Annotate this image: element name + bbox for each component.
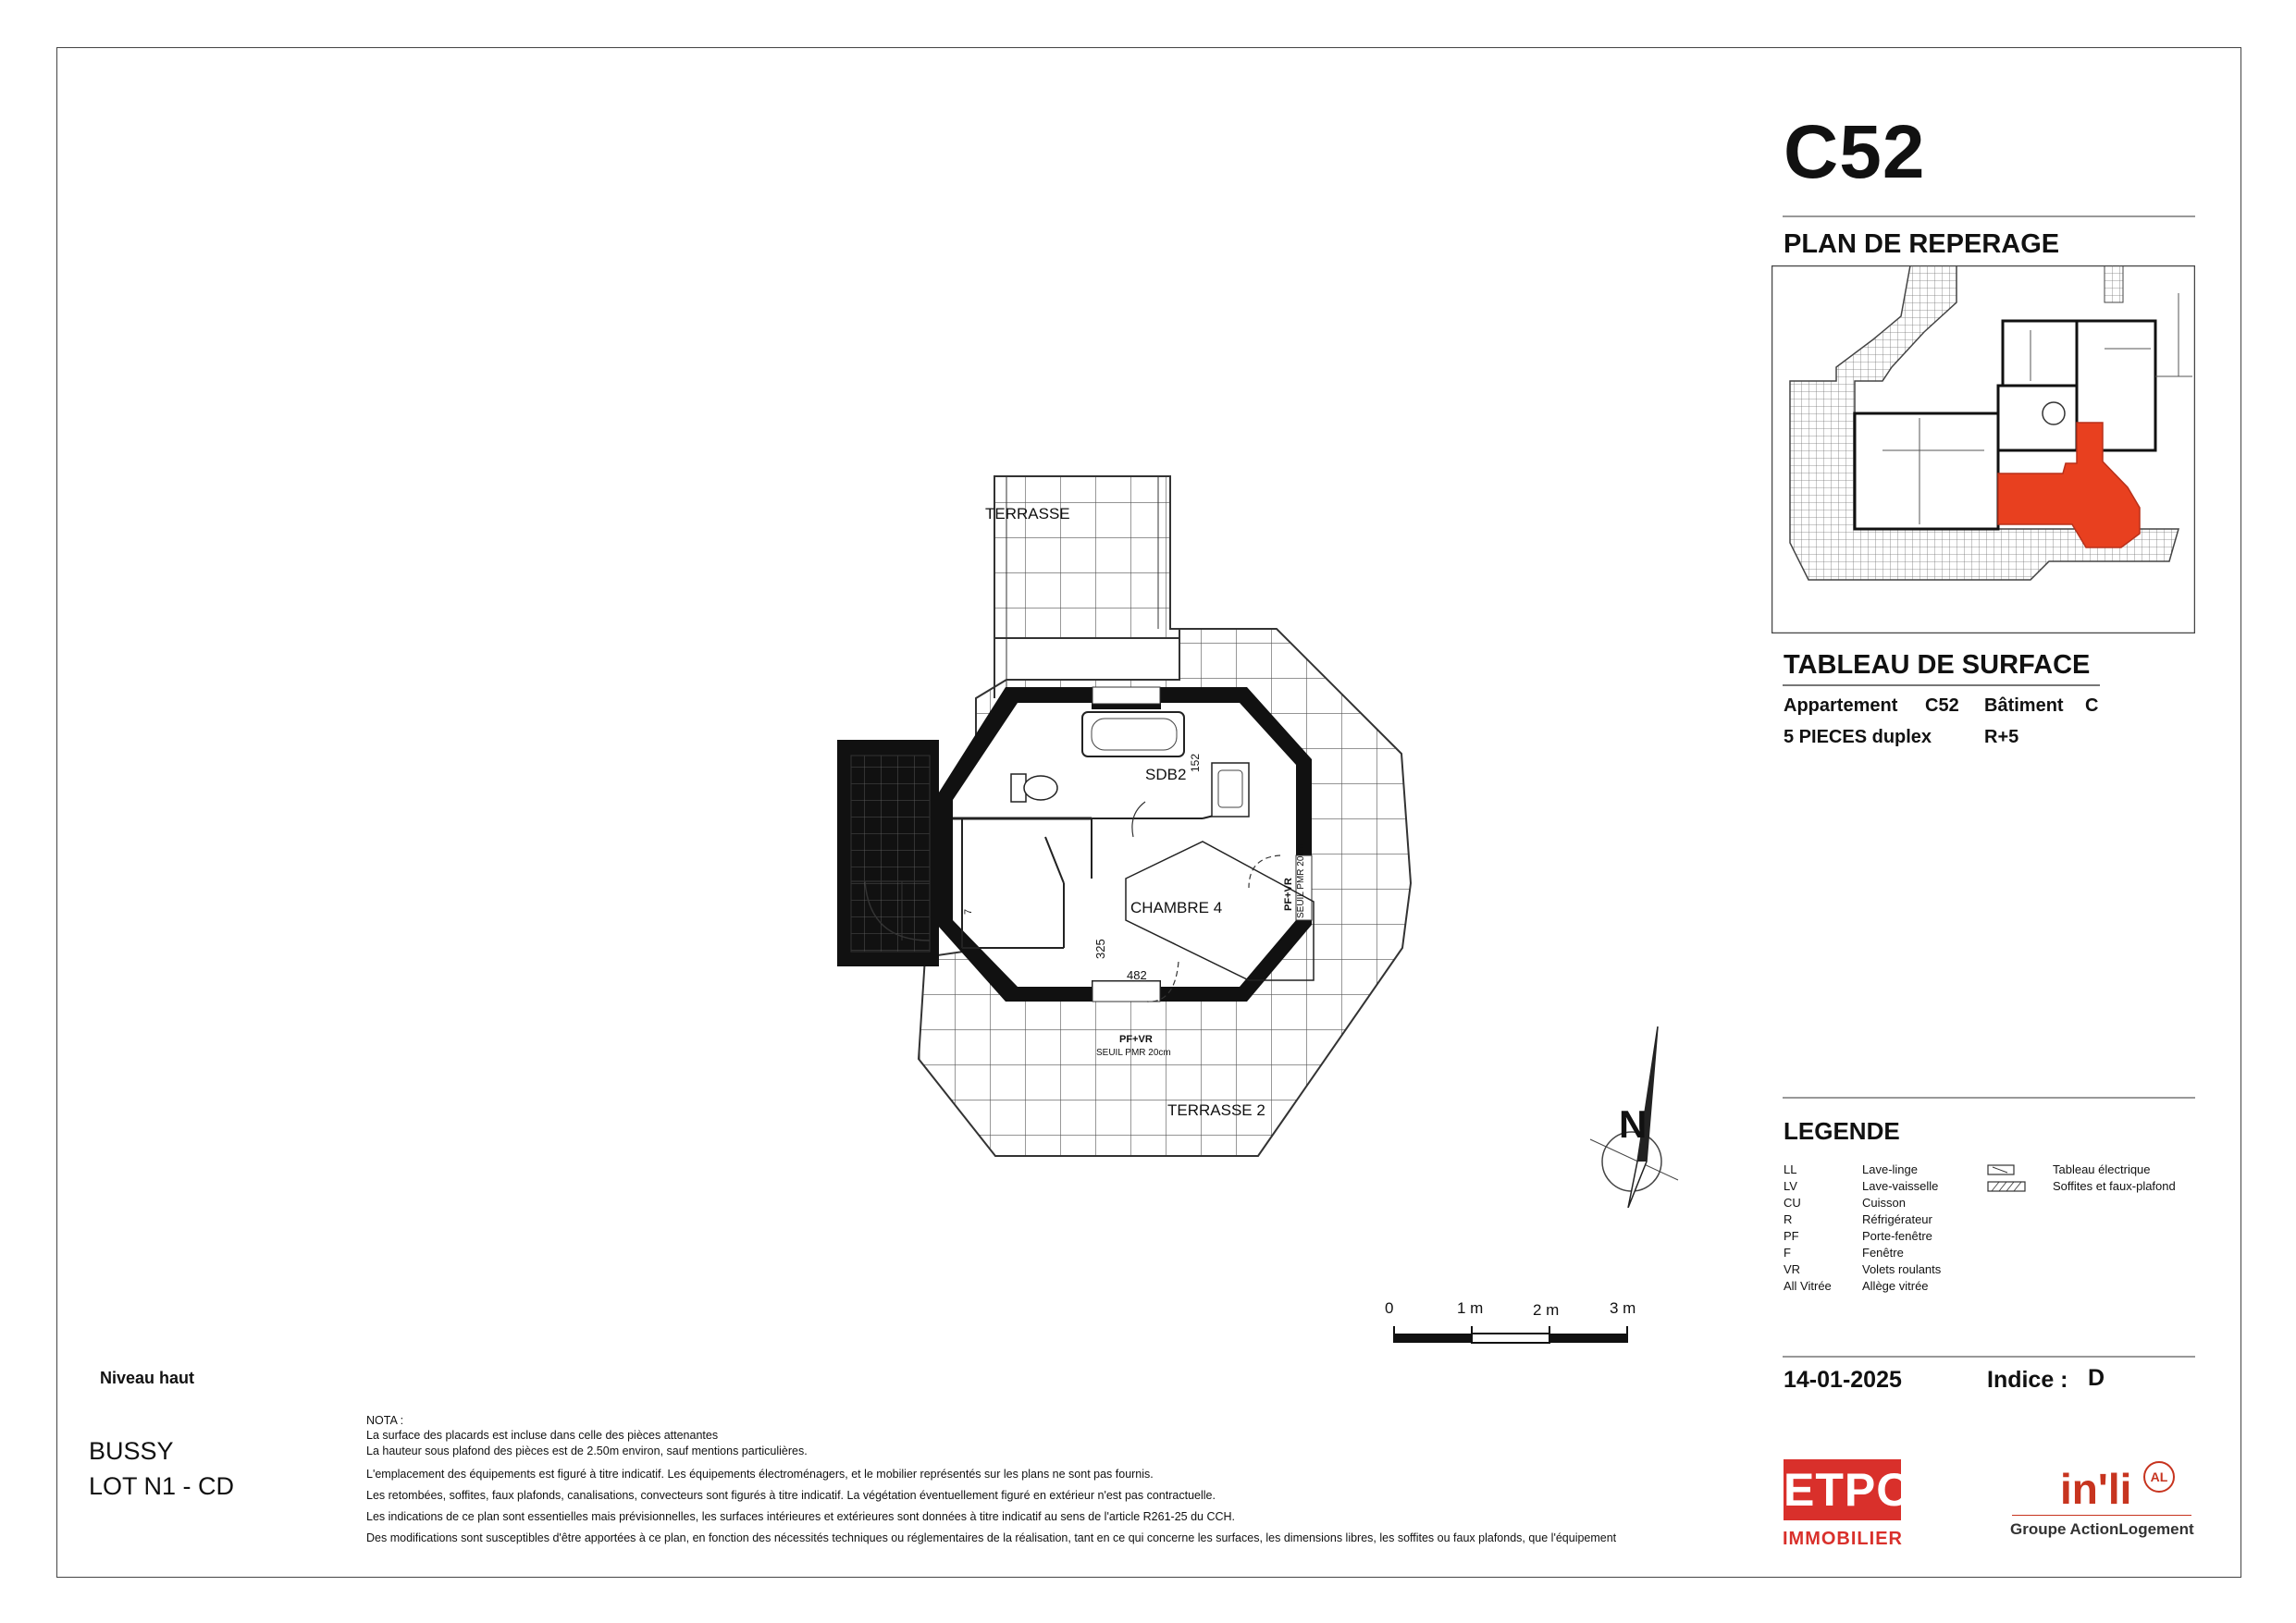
- etpo-logo: ETPO: [1784, 1459, 1901, 1520]
- scale-label: 2 m: [1533, 1301, 1560, 1319]
- surface-table-title: TABLEAU DE SURFACE: [1784, 650, 2091, 680]
- scale-label: 3 m: [1610, 1299, 1636, 1317]
- legend-code: PF: [1784, 1229, 1799, 1243]
- legend-symbol-label: Soffites et faux-plafond: [2053, 1179, 2176, 1193]
- legend-label: Lave-linge: [1862, 1162, 1918, 1176]
- compass: [1576, 1023, 1687, 1208]
- soffit-hatch-icon: [1988, 1182, 2025, 1191]
- legend-symbol-label: Tableau électrique: [2053, 1162, 2151, 1176]
- inli-logo: in'li: [2060, 1465, 2132, 1513]
- scale-label: 0: [1385, 1299, 1394, 1317]
- nota-title: NOTA :: [366, 1414, 404, 1427]
- legend-code: CU: [1784, 1196, 1801, 1210]
- legend-code: All Vitrée: [1784, 1279, 1832, 1293]
- floor-plan: [814, 467, 1702, 1235]
- nota-block: [366, 1413, 1616, 1547]
- apartment-type: 5 PIECES duplex: [1784, 727, 1932, 747]
- lot-code: C52: [1784, 110, 1926, 194]
- indice-label: Indice :: [1987, 1367, 2068, 1393]
- legend-label: Allège vitrée: [1862, 1279, 1929, 1293]
- key-plan: [1771, 265, 2195, 633]
- legend-code: F: [1784, 1246, 1791, 1260]
- divider: [2012, 1515, 2191, 1516]
- inli-logo-subtitle: Groupe ActionLogement: [2010, 1520, 2194, 1538]
- window-bottom: [1092, 981, 1160, 1002]
- indice-value: D: [2088, 1365, 2105, 1391]
- legend-label: Volets roulants: [1862, 1262, 1942, 1276]
- dimension-label: 7: [963, 908, 974, 915]
- scale-segment: [1472, 1334, 1549, 1343]
- key-plan-unit-a: [1855, 413, 1998, 529]
- terrace-top: [994, 476, 1179, 638]
- wc-icon: [1024, 776, 1057, 800]
- opening-label: PF+VR: [1119, 1034, 1153, 1045]
- room-label-terrasse: TERRASSE: [985, 505, 1070, 523]
- legend-label: Fenêtre: [1862, 1246, 1904, 1260]
- scale-segment: [1394, 1334, 1472, 1343]
- legend-symbols: [1987, 1164, 2026, 1194]
- nota-line: La surface des placards est incluse dans celle des pièces attenantes: [366, 1429, 719, 1442]
- key-plan-unit-b: [1998, 386, 2081, 450]
- level-label: Niveau haut: [100, 1369, 195, 1387]
- divider: [1783, 1097, 2195, 1099]
- compass-letter: N: [1619, 1102, 1648, 1146]
- appartement-value: C52: [1925, 695, 1959, 716]
- window-top: [1092, 687, 1160, 704]
- legend-code: R: [1784, 1212, 1793, 1226]
- nota-line: Des modifications sont susceptibles d'être apportées à ce plan, en fonction des nécessités techniques ou réglementaires de la réalisation, tant en ce qui concerne les surfaces, les dimensions libres, les soffites ou faux plafonds, que l'équipement: [366, 1531, 1617, 1544]
- dimension-label: 325: [1093, 939, 1107, 959]
- dimension-label: 152: [1189, 753, 1202, 772]
- divider: [1783, 215, 2195, 217]
- legend-code: VR: [1784, 1262, 1801, 1276]
- batiment-label: Bâtiment: [1984, 695, 2064, 716]
- plan-title: PLAN DE REPERAGE: [1784, 229, 2060, 259]
- issue-date: 14-01-2025: [1784, 1367, 1902, 1393]
- room-label-terrasse2: TERRASSE 2: [1167, 1101, 1265, 1119]
- nota-line: Les indications de ce plan sont essentielles mais prévisionnelles, les surfaces intérieures et extérieures sont données à titre indicatif au sens de l'article R261-25 du CCH.: [366, 1510, 1235, 1523]
- appartement-label: Appartement: [1784, 695, 1898, 716]
- threshold-label: SEUIL PMR 20cm: [1296, 843, 1306, 918]
- inli-badge: AL: [2143, 1461, 2175, 1493]
- scale-segment: [1549, 1334, 1627, 1343]
- scale-bar: [1383, 1295, 1651, 1354]
- site-lot: LOT N1 - CD: [89, 1472, 235, 1500]
- legend-code: LL: [1784, 1162, 1797, 1176]
- nota-line: L'emplacement des équipements est figuré à titre indicatif. Les équipements électroménagers, et le mobilier représentés sur les plans ne sont pas fournis.: [366, 1468, 1154, 1481]
- site-city: BUSSY: [89, 1437, 174, 1465]
- legend-title: LEGENDE: [1784, 1117, 1900, 1145]
- opening-label: PF+VR: [1283, 878, 1294, 911]
- batiment-value: C: [2085, 695, 2099, 716]
- stair: [851, 756, 930, 952]
- dimension-label: 482: [1127, 968, 1147, 982]
- scale-label: 1 m: [1457, 1299, 1484, 1317]
- legend-label: Réfrigérateur: [1862, 1212, 1932, 1226]
- legend-label: Porte-fenêtre: [1862, 1229, 1932, 1243]
- threshold-label: SEUIL PMR 20cm: [1096, 1048, 1171, 1058]
- etpo-logo-subtitle: IMMOBILIER: [1783, 1529, 1903, 1549]
- legend-code: LV: [1784, 1179, 1797, 1193]
- legend-label: Lave-vaisselle: [1862, 1179, 1939, 1193]
- legend-label: Cuisson: [1862, 1196, 1906, 1210]
- nota-line: La hauteur sous plafond des pièces est de 2.50m environ, sauf mentions particulières.: [366, 1445, 808, 1457]
- nota-line: Les retombées, soffites, faux plafonds, canalisations, convecteurs sont figurés à titre indicatif. La végétation éventuellement figuré en extérieur n'est pas contractuelle.: [366, 1489, 1216, 1502]
- room-label-sdb2: SDB2: [1145, 766, 1187, 783]
- apartment-level: R+5: [1984, 727, 2019, 747]
- divider: [1783, 684, 2100, 686]
- divider: [1783, 1356, 2195, 1358]
- room-label-chambre4: CHAMBRE 4: [1130, 899, 1223, 916]
